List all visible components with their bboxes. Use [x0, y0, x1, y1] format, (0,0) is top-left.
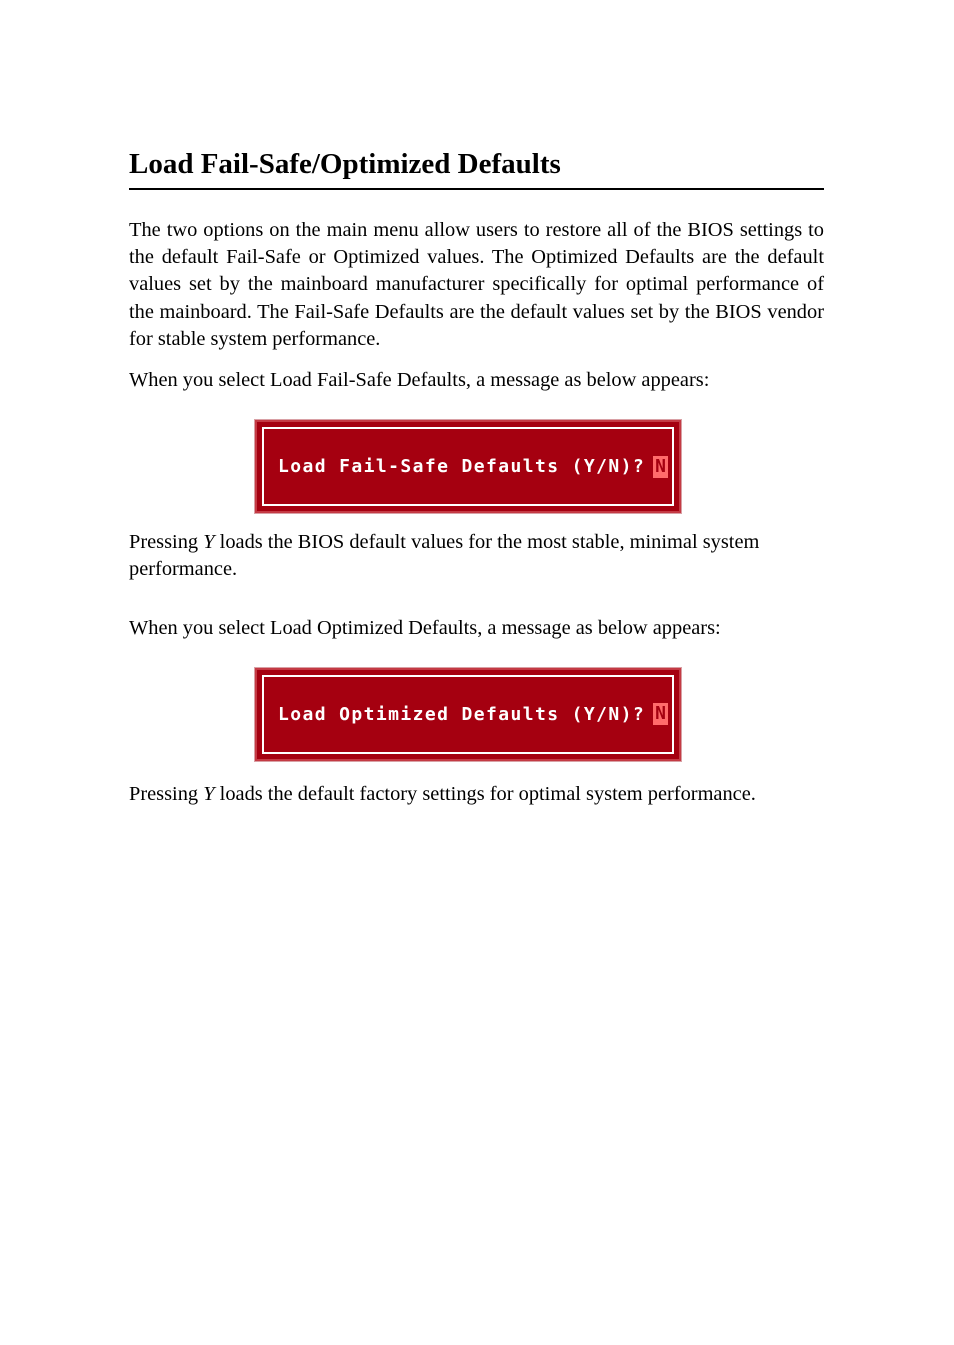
optimized-explanation: [129, 781, 824, 808]
optimized-answer-field[interactable]: N: [655, 703, 666, 725]
intro-paragraph: The two options on the main menu allow users to restore all of the BIOS settings to the default Fail-Safe or Optimized values. The Optimized Defaults are the default values set by the mainboard manufacturer specifically for optimal performance of the mainboard. The Fail-Safe Defaults are the default values set by the BIOS vendor for stable system performance.: [129, 219, 824, 350]
failsafe-answer-field[interactable]: N: [655, 455, 666, 477]
optimized-lead-text: When you select Load Optimized Defaults, a message as below appears:: [129, 616, 721, 639]
optimized-key: Y: [203, 782, 215, 805]
optimized-dialog: [255, 668, 681, 761]
page-content: [129, 144, 824, 808]
failsafe-lead-text: When you select Load Fail-Safe Defaults, a message as below appears:: [129, 369, 710, 392]
optimized-dialog-frame: [262, 675, 674, 754]
failsafe-explanation-suffix: loads the BIOS default values for the most stable, minimal system performance.: [129, 531, 760, 581]
page-title: Load Fail-Safe/Optimized Defaults: [129, 144, 824, 190]
optimized-prompt: Load Optimized Defaults (Y/N)?: [278, 703, 646, 725]
optimized-explanation-suffix: loads the default factory settings for optimal system performance.: [214, 782, 756, 805]
optimized-explanation-prefix: Pressing: [129, 782, 204, 805]
failsafe-explanation-prefix: Pressing: [129, 531, 204, 554]
failsafe-prompt: Load Fail-Safe Defaults (Y/N)?: [278, 456, 646, 478]
failsafe-dialog: [255, 420, 681, 513]
failsafe-explanation: [129, 529, 824, 583]
failsafe-key: Y: [203, 531, 215, 554]
failsafe-dialog-frame: [262, 427, 674, 506]
